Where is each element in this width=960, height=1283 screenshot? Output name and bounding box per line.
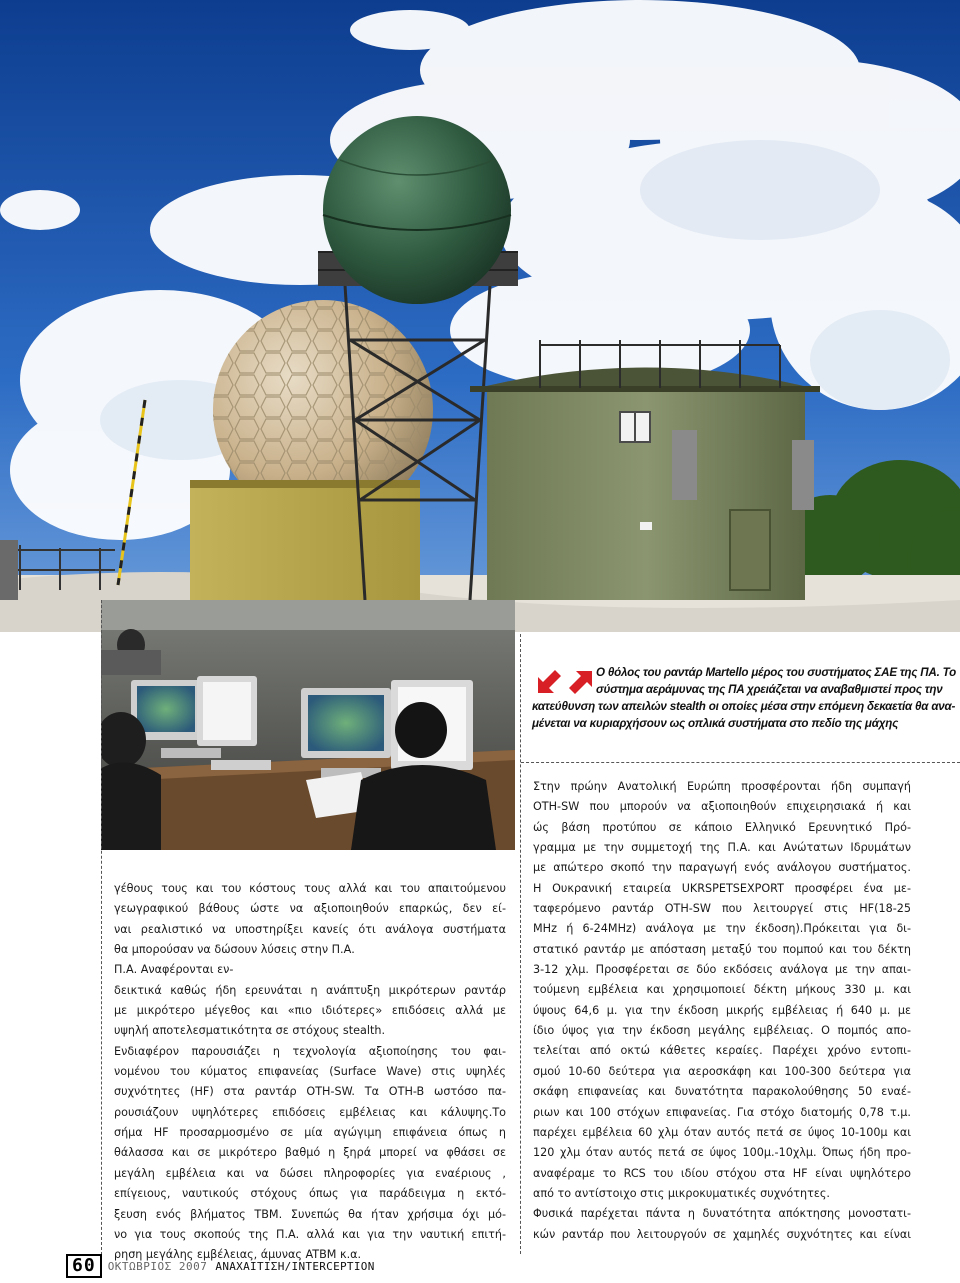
radar-station-photo (0, 0, 960, 632)
text-line: μεγάλη εμβέλεια και να δώσει πληροφορίες για εναέριους , (114, 1166, 506, 1180)
text-line: Ενδιαφέρον παρουσιάζει η τεχνολογία αξιοποίησης του φαι- (114, 1044, 506, 1058)
text-line: γέθους τους και του κόστους τους αλλά και του απαιτούμενου (114, 882, 506, 895)
text-line: θα μπορούσαν να δώσουν λύσεις στην Π.Α. (114, 943, 355, 957)
magazine-name: ΑΝΑΧΑΙΤΙΣΗ/INTERCEPTION (215, 1259, 375, 1273)
issue-date: ΟΚΤΩΒΡΙΟΣ 2007 (107, 1259, 208, 1273)
text-line: ταφερόμενο ραντάρ OTH-SW που λειτουργεί στις HF(18-25 (533, 902, 911, 916)
text-line: συχνότητες (HF) στα ραντάρ OTH-SW. Τα OTH-B ωστόσο πα- (114, 1085, 506, 1099)
text-line: γραμμα με την συμμετοχή της Π.Α. και Ανώτατων Ιδρυμάτων (533, 841, 911, 855)
text-line: νομένου του κύματος επιφανείας (Surface Wave) στις υψηλές (114, 1065, 506, 1079)
right-text-column (533, 777, 911, 1245)
text-line: δεικτικά καθώς ήδη ερευνάται η ανάπτυξη μικρότερων ραντάρ (114, 983, 506, 997)
text-line-part: Π.Α. Αναφέρονται εν- (114, 963, 234, 977)
text-line: OTH-SW που μπορούν να αξιοποιηθούν επιχειρησιακά ή και (533, 800, 911, 814)
text-line (114, 960, 506, 980)
text-line: ριων και 100 στόχων επιφανείας. Για στόχο διατομής 0,78 τ.μ. (533, 1105, 911, 1119)
text-line: ρηση μεγάλης εμβέλειας, άμυνας ATBM κ.α. (114, 1248, 362, 1262)
text-line: 120 χλμ όταν αυτός πετά σε ύψος 100μ.-10χλμ. Όπως ήδη προ- (533, 1146, 911, 1160)
text-line: επίγειους, ναυτικούς στόχους όπως για παράδειγμα η εκτό- (114, 1187, 506, 1201)
right-column-rule (520, 634, 521, 1254)
text-line: αναφέραμε το RCS του ιδίου στόχου στα HF είναι υψηλότερο (533, 1166, 911, 1180)
text-line: στατικό ραντάρ με απόσταση μεταξύ του πομπού και του δέκτη (533, 942, 911, 956)
caption-rule (521, 762, 960, 763)
text-line: MHz ή 6-24MHz) ανάλογα με την έκδοση).Πρόκειται για δι- (533, 922, 911, 936)
text-line: ξευση ενός βλήματος TBM. Συνεπώς θα ήταν χρήσιμα όχι μό- (114, 1207, 506, 1221)
left-column-rule (101, 600, 102, 1255)
text-line: θάλασσα και σε μικρότερο βαθμό η ξηρά μπορεί να φθάσει σε (114, 1146, 506, 1160)
text-line: με απώτερο σκοπό την παραγωγή ενός ανάλογου συστήματος. (533, 861, 911, 875)
text-line: Στην πρώην Ανατολική Ευρώπη προσφέρονται ήδη συμπαγή (533, 780, 911, 793)
radar-control-room-photo (101, 600, 515, 850)
text-line: γεωγραφικού βάθους ώστε να αξιοποιηθούν επαρκώς, δεν εί- (114, 902, 506, 916)
text-line: σήμα HF προσαρμοσμένο σε μία αγώγιμη επιφάνεια όπως η (114, 1126, 506, 1140)
text-line: 3-12 χλμ. Προσφέρεται σε δύο εκδόσεις ανάλογα με την απαι- (533, 963, 911, 977)
text-line: από το αντίστοιχο στις μικροκυματικές συχνότητες. (533, 1186, 830, 1200)
text-line: νο για τους σκοπούς της Π.Α. αλλά και για την ναυτική επιτή- (114, 1227, 506, 1241)
text-line: σμού 10-60 δεύτερα για αεροσκάφη και 100-300 δεύτερα για (533, 1064, 911, 1078)
text-line: ρουσιάζουν υψηλότερες επιδόσεις εμβέλειας και κάλυψης.Το (114, 1105, 506, 1119)
text-line: σκάφη επιφανείας και δυνατότητα παρακολούθησης 50 εναέ- (533, 1085, 911, 1099)
photo-caption (532, 664, 956, 732)
caption-line: μένεται να κυριαρχήσουν ως οπλικά συστήματα στο πεδίο της μάχης (532, 717, 899, 730)
left-text-column (114, 879, 506, 1266)
text-line: κών ραντάρ που λειτουργούν σε χαμηλές συχνότητες και είναι (533, 1227, 911, 1241)
text-line: ώς βάση προτύπου σε κάποιο Ελληνικό Ερευνητικό Πρό- (533, 820, 911, 834)
text-line: υψηλή αποτελεσματικότητα σε στόχους stealth. (114, 1024, 386, 1038)
page-number: 60 (66, 1254, 102, 1278)
text-line: ύψους 64,6 μ. για την έκδοση μικρής εμβέλειας ή 640 μ. με (533, 1003, 911, 1017)
caption-line: Ο θόλος του ραντάρ Martello μέρος του συστήματος ΣΑΕ της ΠΑ. Το (596, 666, 956, 679)
caption-line: κατεύθυνση των απειλών stealth οι οποίες μέσα στην επόμενη δεκαετία θα ανα- (532, 700, 956, 713)
text-line: τούμενη εμβέλεια και χρησιμοποιεί δέκτη μήκους 330 μ. και (533, 983, 911, 997)
text-line: παρέχει εμβέλεια 60 χλμ όταν αυτός πετά σε ύψος 10-100μ και (533, 1125, 911, 1139)
text-line: με μικρότερο μέγεθος και «πιο ιδιότερες» επιδόσεις αλλά με (114, 1004, 506, 1018)
text-line: Φυσικά παρέχεται πάντα η δυνατότητα απόκτησης μονοστατι- (533, 1207, 911, 1221)
text-line: ναι ρεαλιστικό να υποστηρίξει κανείς ότι ανάλογα συστήματα (114, 922, 506, 936)
text-line: Η Ουκρανική εταιρεία UKRSPETSEXPORT προσφέρει ένα με- (533, 881, 911, 895)
text-line: τελείται από οκτώ κάθετες κεραίες. Παρέχει χρόνο εντοπι- (533, 1044, 911, 1058)
text-line: ίδιο ύψος για την έκδοση μεγάλης εμβέλειας. Ο πομπός απο- (533, 1024, 911, 1038)
page-footer (66, 1253, 375, 1279)
caption-line: σύστημα αεράμυνας της ΠΑ χρειάζεται να αναβαθμιστεί προς την (596, 683, 943, 696)
